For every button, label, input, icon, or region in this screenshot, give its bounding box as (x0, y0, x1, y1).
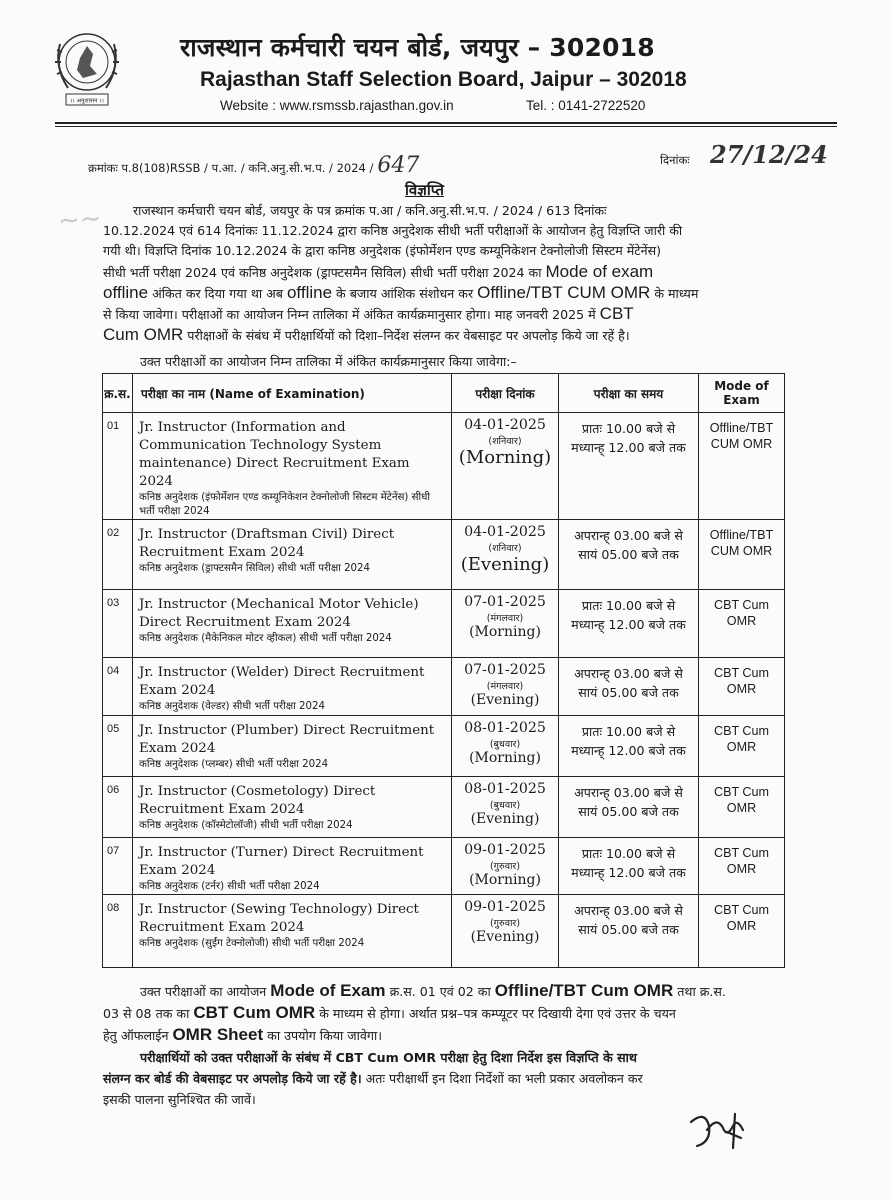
reference-number (88, 153, 419, 178)
cell-time: अपरान्ह् 03.00 बजे से सायं 05.00 बजे तक (559, 658, 699, 716)
cell-time: प्रातः 10.00 बजे से मध्यान्ह् 12.00 बजे तक (559, 838, 699, 895)
cell-sr: 05 (103, 716, 133, 777)
col-header-sr: क्र.स. (103, 374, 133, 413)
footer-line: उक्त परीक्षाओं का आयोजन Mode of Exam क्र.स. 01 एवं 02 का Offline/TBT Cum OMR तथा क्र.स. (140, 981, 726, 1000)
cell-exam-name: Jr. Instructor (Welder) Direct Recruitment Exam 2024 कनिष्ठ अनुदेशक (वेल्डर) सीधी भर्ती परीक्षा 2024 (133, 658, 452, 716)
cell-date: 07-01-2025 (मंगलवार) (Morning) (452, 590, 559, 658)
cell-time: अपरान्ह् 03.00 बजे से सायं 05.00 बजे तक (559, 895, 699, 968)
table-row (103, 590, 785, 658)
table-row (103, 777, 785, 838)
cell-exam-name: Jr. Instructor (Draftsman Civil) Direct Recruitment Exam 2024 कनिष्ठ अनुदेशक (ड्राफ्टसमैन सिविल) सीधी भर्ती परीक्षा 2024 (133, 520, 452, 590)
header-rule-2 (55, 126, 837, 127)
cell-mode: CBT Cum OMR (699, 658, 785, 716)
body-line: offline अंकित कर दिया गया था अब offline के बजाय आंशिक संशोधन कर Offline/TBT CUM OMR के माध्यम (103, 282, 699, 302)
cell-exam-name: Jr. Instructor (Sewing Technology) Direct Recruitment Exam 2024 कनिष्ठ अनुदेशक (सुईंग टेक्नोलोजी) सीधी भर्ती परीक्षा 2024 (133, 895, 452, 968)
cell-date: 04-01-2025 (शनिवार) (Evening) (452, 520, 559, 590)
cell-sr: 02 (103, 520, 133, 590)
cell-sr: 04 (103, 658, 133, 716)
table-row (103, 716, 785, 777)
cell-exam-name: Jr. Instructor (Plumber) Direct Recruitment Exam 2024 कनिष्ठ अनुदेशक (प्लम्बर) सीधी भर्ती परीक्षा 2024 (133, 716, 452, 777)
footer-line: हेतु ऑफलाईन OMR Sheet का उपयोग किया जावेगा। (103, 1025, 383, 1044)
handwritten-date: 27/12/24 (710, 140, 828, 169)
cell-mode: CBT Cum OMR (699, 895, 785, 968)
cell-sr: 03 (103, 590, 133, 658)
cell-sr: 06 (103, 777, 133, 838)
cell-mode: CBT Cum OMR (699, 716, 785, 777)
body-line: राजस्थान कर्मचारी चयन बोर्ड, जयपुर के पत्र क्रमांक प.आ / कनि.अनु.सी.भ.प. / 2024 / 613 दिनांकः (133, 203, 607, 218)
cell-time: प्रातः 10.00 बजे से मध्यान्ह् 12.00 बजे तक (559, 590, 699, 658)
footer-paragraph-2 (103, 1047, 785, 1110)
cell-date: 04-01-2025 (शनिवार) (Morning) (452, 413, 559, 520)
col-header-name: परीक्षा का नाम (Name of Examination) (133, 374, 452, 413)
notice-title: विज्ञप्ति (405, 181, 444, 199)
signature (683, 1108, 763, 1158)
cell-mode: CBT Cum OMR (699, 590, 785, 658)
body-line: सीधी भर्ती परीक्षा 2024 एवं कनिष्ठ अनुदेशक (ड्राफ्टसमैन सिविल) सीधी भर्ती परीक्षा 2024 का Mode of exam (103, 261, 654, 281)
board-title-hindi: राजस्थान कर्मचारी चयन बोर्ड, जयपुर – 302018 (180, 33, 655, 62)
website-line: Website : www.rsmssb.rajasthan.gov.in (220, 98, 454, 113)
cell-date: 08-01-2025 (बुधवार) (Morning) (452, 716, 559, 777)
col-header-date: परीक्षा दिनांक (452, 374, 559, 413)
cell-exam-name: Jr. Instructor (Information and Communication Technology System maintenance) Direct Recruitment Exam 2024 कनिष्ठ अनुदेशक (इंफोर्मेशन एण्ड कम्यूनिकेशन टेक्नोलोजी सिस्टम मेंटेनेंस) सीधी भर्ती परीक्षा 2024 (133, 413, 452, 520)
handwritten-number: 647 (377, 153, 420, 178)
footer-paragraph-1 (103, 980, 785, 1046)
cell-time: प्रातः 10.00 बजे से मध्यान्ह् 12.00 बजे तक (559, 716, 699, 777)
table-row (103, 658, 785, 716)
svg-text:।। अनुशासन ।।: ।। अनुशासन ।। (70, 97, 104, 105)
table-intro: उक्त परीक्षाओं का आयोजन निम्न तालिका में अंकित कार्यक्रमानुसार किया जावेगा:– (140, 354, 517, 369)
table-row (103, 895, 785, 968)
cell-sr: 07 (103, 838, 133, 895)
body-line: Cum OMR परीक्षाओं के संबंध में परीक्षार्थियों को दिशा–निर्देश संलग्न कर वेबसाइट पर अपलोड़ किये जा रहें है। (103, 325, 630, 345)
cell-mode: CBT Cum OMR (699, 777, 785, 838)
col-header-time: परीक्षा का समय (559, 374, 699, 413)
cell-exam-name: Jr. Instructor (Turner) Direct Recruitment Exam 2024 कनिष्ठ अनुदेशक (टर्नर) सीधी भर्ती परीक्षा 2024 (133, 838, 452, 895)
table-row (103, 838, 785, 895)
cell-date: 09-01-2025 (गुरुवार) (Morning) (452, 838, 559, 895)
cell-mode: Offline/TBT CUM OMR (699, 413, 785, 520)
cell-sr: 08 (103, 895, 133, 968)
body-line: गयी थी। विज्ञप्ति दिनांक 10.12.2024 के द्वारा कनिष्ठ अनुदेशक (इंफोर्मेशन एण्ड कम्यूनिकेशन टेक्नोलोजी सिस्टम मेंटेनेंस) (103, 243, 662, 259)
cell-mode: Offline/TBT CUM OMR (699, 520, 785, 590)
table-row (103, 520, 785, 590)
table-row (103, 413, 785, 520)
col-header-mode: Mode of Exam (699, 374, 785, 413)
exam-schedule-table (102, 373, 785, 968)
reference-label: क्रमांकः प.8(108)RSSB / प.आ. / कनि.अनु.सी.भ.प. / 2024 / (88, 161, 374, 175)
cell-time: अपरान्ह् 03.00 बजे से सायं 05.00 बजे तक (559, 520, 699, 590)
footer-line: संलग्न कर बोर्ड की वेबसाइट पर अपलोड़ किये जा रहें है। अतः परीक्षार्थी इन दिशा निर्देशों का भली प्रकार अवलोकन कर (103, 1071, 643, 1086)
board-title-english: Rajasthan Staff Selection Board, Jaipur – 302018 (200, 68, 687, 91)
table-header-row (103, 374, 785, 413)
body-line: से किया जावेगा। परीक्षाओं का आयोजन निम्न तालिका में अंकित कार्यक्रमानुसार होगा। माह जनवरी 2025 में CBT (103, 304, 634, 324)
header-rule (55, 122, 837, 124)
footer-line: 03 से 08 तक का CBT Cum OMR के माध्यम से होगा। अर्थात प्रश्न–पत्र कम्प्यूटर पर दिखायी देगा एवं उत्तर के चयन (103, 1003, 676, 1022)
body-line: 10.12.2024 एवं 614 दिनांकः 11.12.2024 द्वारा कनिष्ठ अनुदेशक सीधी भर्ती परीक्षाओं के आयोजन हेतु विज्ञप्ति जारी की (103, 223, 683, 239)
cell-time: अपरान्ह् 03.00 बजे से सायं 05.00 बजे तक (559, 777, 699, 838)
cell-exam-name: Jr. Instructor (Cosmetology) Direct Recruitment Exam 2024 कनिष्ठ अनुदेशक (कॉस्मेटोलॉजी) सीधी भर्ती परीक्षा 2024 (133, 777, 452, 838)
cell-mode: CBT Cum OMR (699, 838, 785, 895)
cell-time: प्रातः 10.00 बजे से मध्यान्ह् 12.00 बजे तक (559, 413, 699, 520)
cell-date: 09-01-2025 (गुरुवार) (Evening) (452, 895, 559, 968)
footer-line: इसकी पालना सुनिश्चित की जावें। (103, 1092, 256, 1107)
emblem-logo (50, 22, 124, 122)
date-label: दिनांकः (660, 153, 690, 167)
bleed-through-mark: ~~ (57, 203, 103, 237)
cell-date: 08-01-2025 (बुधवार) (Evening) (452, 777, 559, 838)
cell-sr: 01 (103, 413, 133, 520)
cell-exam-name: Jr. Instructor (Mechanical Motor Vehicle) Direct Recruitment Exam 2024 कनिष्ठ अनुदेशक (मैकेनिकल मोटर व्हीकल) सीधी भर्ती परीक्षा 2024 (133, 590, 452, 658)
notice-body (103, 201, 783, 346)
telephone-line: Tel. : 0141-2722520 (526, 98, 646, 113)
footer-line: परीक्षार्थियों को उक्त परीक्षाओं के संबंध में CBT Cum OMR परीक्षा हेतु दिशा निर्देश इस विज्ञप्ति के साथ (140, 1050, 637, 1065)
cell-date: 07-01-2025 (मंगलवार) (Evening) (452, 658, 559, 716)
